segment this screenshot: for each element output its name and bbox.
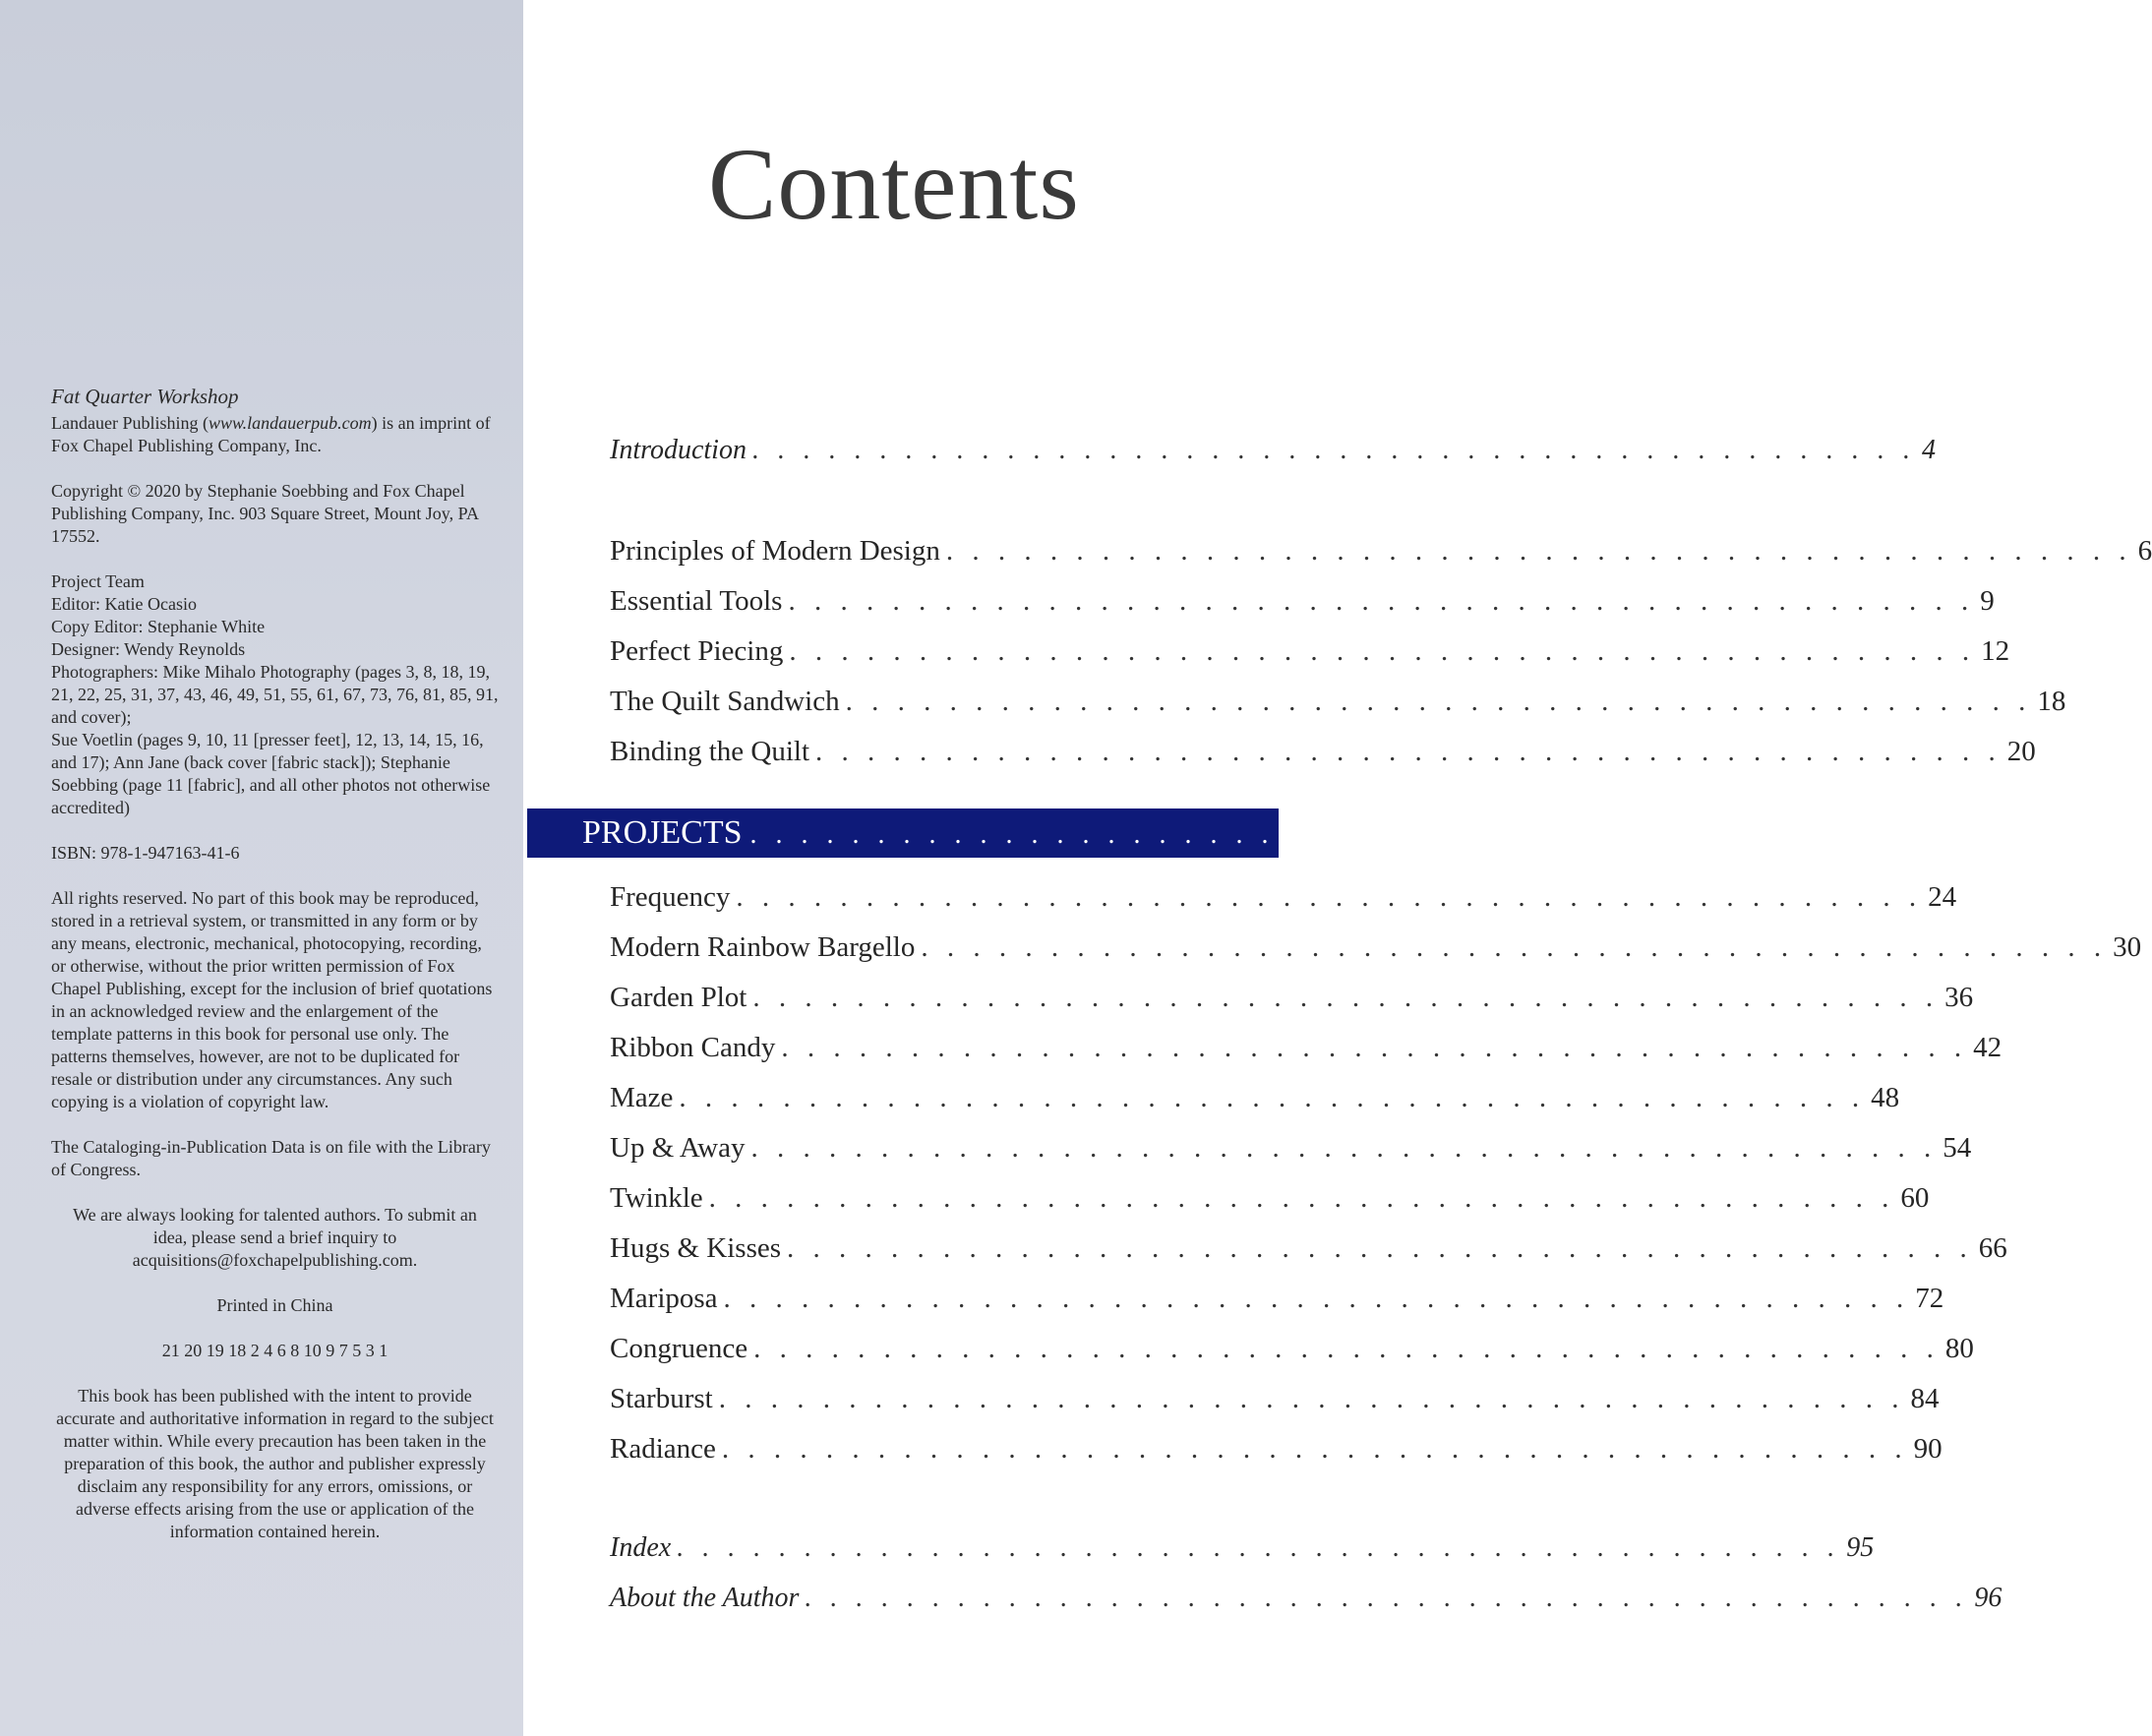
toc-page: 60 [1900,1182,1930,1214]
toc-label: Maze [610,1082,674,1113]
toc-entry[interactable] [610,1383,1940,1422]
dot-leader: . . . . . . . . . . . . . . . . . . . . . . . . . . . . . . . . . . . . . . [749,819,1709,850]
toc-label: Binding the Quilt [610,736,809,767]
team-heading: Project Team [51,571,145,591]
toc-entry[interactable] [610,1333,1974,1372]
printed-in: Printed in China [216,1295,333,1315]
toc-entry[interactable] [610,635,2010,675]
toc-entry[interactable] [610,1283,1944,1322]
toc-label: The Quilt Sandwich [610,686,840,717]
toc-entry[interactable] [610,881,1957,921]
dot-leader: . . . . . . . . . . . . . . . . . . . . . . . . . . . . . . . . . . . . . . . . . . . . . . [753,1333,1940,1364]
toc-entry[interactable] [610,1182,1930,1222]
toc-entry[interactable] [610,1032,2003,1071]
toc-label: Principles of Modern Design [610,535,940,567]
toc-page: 9 [1980,585,1995,617]
toc-label: About the Author [610,1583,800,1613]
toc-label: Radiance [610,1433,716,1465]
dot-leader: . . . . . . . . . . . . . . . . . . . . . . . . . . . . . . . . . . . . . . . . . . . . . . [708,1182,1895,1214]
toc-entry[interactable] [610,1232,2007,1272]
toc-label: Frequency [610,881,731,913]
toc-entry[interactable] [610,686,2066,725]
toc-entry-index[interactable] [610,1532,1875,1572]
dot-leader: . . . . . . . . . . . . . . . . . . . . . . . . . . . . . . . . . . . . . . . . . . . . . . [752,982,1940,1013]
toc-entry[interactable] [610,1132,1972,1171]
print-line: 21 20 19 18 2 4 6 8 10 9 7 5 3 1 [161,1341,389,1360]
dot-leader: . . . . . . . . . . . . . . . . . . . . . . . . . . . . . . . . . . . . . . . . . . . . . . [679,1082,1866,1113]
toc-entry[interactable] [610,982,1974,1021]
photo-credits-more: Sue Voetlin (pages 9, 10, 11 [presser feet], 12, 13, 14, 15, 16, and 17); Ann Jane (back cover [fabric stack]); Stephanie Soebbing (page 11 [fabric], and all other photos not otherwise accredited) [51,730,491,817]
projects-heading[interactable] [582,814,1751,854]
toc-label: Ribbon Candy [610,1032,776,1063]
copyright-panel [0,0,523,1736]
toc-page: 96 [1974,1583,2003,1613]
toc-entry[interactable] [610,931,2142,971]
toc-page: 84 [1910,1383,1940,1414]
dot-leader: . . . . . . . . . . . . . . . . . . . . . . . . . . . . . . . . . . . . . . . . . . . . . . [805,1583,1969,1613]
dot-leader: . . . . . . . . . . . . . . . . . . . . . . . . . . . . . . . . . . . . . . . . . . . . . . [921,931,2108,963]
project-team [51,570,499,819]
toc-entry-about-author[interactable] [610,1583,2003,1622]
toc-page: 80 [1944,1333,1974,1364]
toc-label: Introduction [610,435,747,465]
page-title: Contents [708,128,1080,241]
toc-page: 24 [1928,881,1957,913]
toc-label: Essential Tools [610,585,783,617]
toc-label: Starburst [610,1383,713,1414]
dot-leader: . . . . . . . . . . . . . . . . . . . . . . . . . . . . . . . . . . . . . . . . . . . . . . [787,1232,1973,1264]
toc-entry[interactable] [610,1082,1900,1121]
isbn: ISBN: 978-1-947163-41-6 [51,843,240,863]
toc-label: Garden Plot [610,982,747,1013]
toc-page: 36 [1944,982,1974,1013]
copy-editor-credit: Copy Editor: Stephanie White [51,617,266,636]
toc-label: Twinkle [610,1182,703,1214]
publisher-url: www.landauerpub.com [208,413,372,433]
dot-leader: . . . . . . . . . . . . . . . . . . . . . . . . . . . . . . . . . . . . . . . . . . . . . . [718,1383,1905,1414]
toc-page: 90 [1913,1433,1943,1465]
book-title: Fat Quarter Workshop [51,385,239,408]
publisher-line [51,412,499,457]
toc-label: Congruence [610,1333,748,1364]
toc-entry[interactable] [610,736,2036,775]
toc-page: 30 [2113,931,2142,963]
toc-label: Hugs & Kisses [610,1232,782,1264]
toc-label: Modern Rainbow Bargello [610,931,916,963]
dot-leader: . . . . . . . . . . . . . . . . . . . . . . . . . . . . . . . . . . . . . . . . . . . . . . [736,881,1923,913]
toc-page: 6 [2137,535,2152,567]
toc-page: 48 [1871,1082,1900,1113]
dot-leader: . . . . . . . . . . . . . . . . . . . . . . . . . . . . . . . . . . . . . . . . . . . . . . [723,1283,1910,1314]
toc-label: Up & Away [610,1132,746,1164]
copyright-notice: Copyright © 2020 by Stephanie Soebbing and Fox Chapel Publishing Company, Inc. 903 Square Street, Mount Joy, PA 17552. [51,481,479,546]
dot-leader: . . . . . . . . . . . . . . . . . . . . . . . . . . . . . . . . . . . . . . . . . . . . . . [815,736,2002,767]
designer-credit: Designer: Wendy Reynolds [51,639,246,659]
toc-page: 54 [1943,1132,1972,1164]
toc-page: 66 [1978,1232,2007,1264]
dot-leader: . . . . . . . . . . . . . . . . . . . . . . . . . . . . . . . . . . . . . . . . . . . . . . [845,686,2032,717]
toc-page: 20 [2006,736,2036,767]
dot-leader: . . . . . . . . . . . . . . . . . . . . . . . . . . . . . . . . . . . . . . . . . . . . . . [789,635,1976,667]
publisher-text-b: ) is an imprint of Fox Chapel Publishing Company, Inc. [51,413,491,455]
toc-entry-introduction[interactable] [610,435,1936,474]
toc-entry[interactable] [610,585,1995,625]
toc-entry[interactable] [610,1433,1943,1472]
projects-section-bar [527,808,1751,858]
toc-page: 4 [1921,435,1936,465]
editor-credit: Editor: Katie Ocasio [51,594,197,614]
publisher-text-a: Landauer Publishing ( [51,413,209,433]
dot-leader: . . . . . . . . . . . . . . . . . . . . . . . . . . . . . . . . . . . . . . . . . . . . . . [781,1032,1968,1063]
dot-leader: . . . . . . . . . . . . . . . . . . . . . . . . . . . . . . . . . . . . . . . . . . . . . . [751,435,1916,465]
disclaimer: This book has been published with the intent to provide accurate and authoritative information in regard to the subject matter within. While every precaution has been taken in the preparation of this book, the author and publisher expressly disclaim any responsibility for any errors, omissions, or adverse effects arising from the use or application of the information contained herein. [56,1386,494,1541]
toc-page: 18 [2037,686,2066,717]
toc-page: 72 [1915,1283,1944,1314]
cip-notice: The Cataloging-in-Publication Data is on file with the Library of Congress. [51,1137,491,1179]
dot-leader: . . . . . . . . . . . . . . . . . . . . . . . . . . . . . . . . . . . . . . . . . . . . . . [721,1433,1908,1465]
toc-entry[interactable] [610,535,2152,574]
toc-label: Index [610,1532,672,1563]
photographers-credit: Photographers: Mike Mihalo Photography (pages 3, 8, 18, 19, 21, 22, 25, 31, 37, 43, 46, 49, 51, 55, 61, 67, 73, 76, 81, 85, 91, and cover); [51,662,499,727]
dot-leader: . . . . . . . . . . . . . . . . . . . . . . . . . . . . . . . . . . . . . . . . . . . . . . [788,585,1975,617]
toc-page: 95 [1846,1532,1875,1563]
rights-notice: All rights reserved. No part of this book may be reproduced, stored in a retrieval system, or transmitted in any form or by any means, electronic, mechanical, photocopying, recording, or otherwise, without the prior written permission of Fox Chapel Publishing, except for the inclusion of brief quotations in an acknowledged review and the enlargement of the template patterns in this book for personal use only. The patterns themselves, however, are not to be duplicated for resale or distribution under any circumstances. Any such copying is a violation of copyright law. [51,888,493,1111]
dot-leader: . . . . . . . . . . . . . . . . . . . . . . . . . . . . . . . . . . . . . . . . . . . . . . [750,1132,1938,1164]
toc-label: Mariposa [610,1283,718,1314]
projects-label: PROJECTS [582,814,743,851]
toc-page: 42 [1973,1032,2003,1063]
toc-label: Perfect Piecing [610,635,784,667]
dot-leader: . . . . . . . . . . . . . . . . . . . . . . . . . . . . . . . . . . . . . . . . . . . . . . [677,1532,1841,1563]
toc-page: 12 [1981,635,2010,667]
projects-page: 22 [1716,814,1751,851]
dot-leader: . . . . . . . . . . . . . . . . . . . . . . . . . . . . . . . . . . . . . . . . . . . . . . [945,535,2132,567]
authors-call: We are always looking for talented authors. To submit an idea, please send a brief inquiry to acquisitions@foxchapelpublishing.com. [73,1205,477,1270]
imprint-block [51,386,499,1566]
